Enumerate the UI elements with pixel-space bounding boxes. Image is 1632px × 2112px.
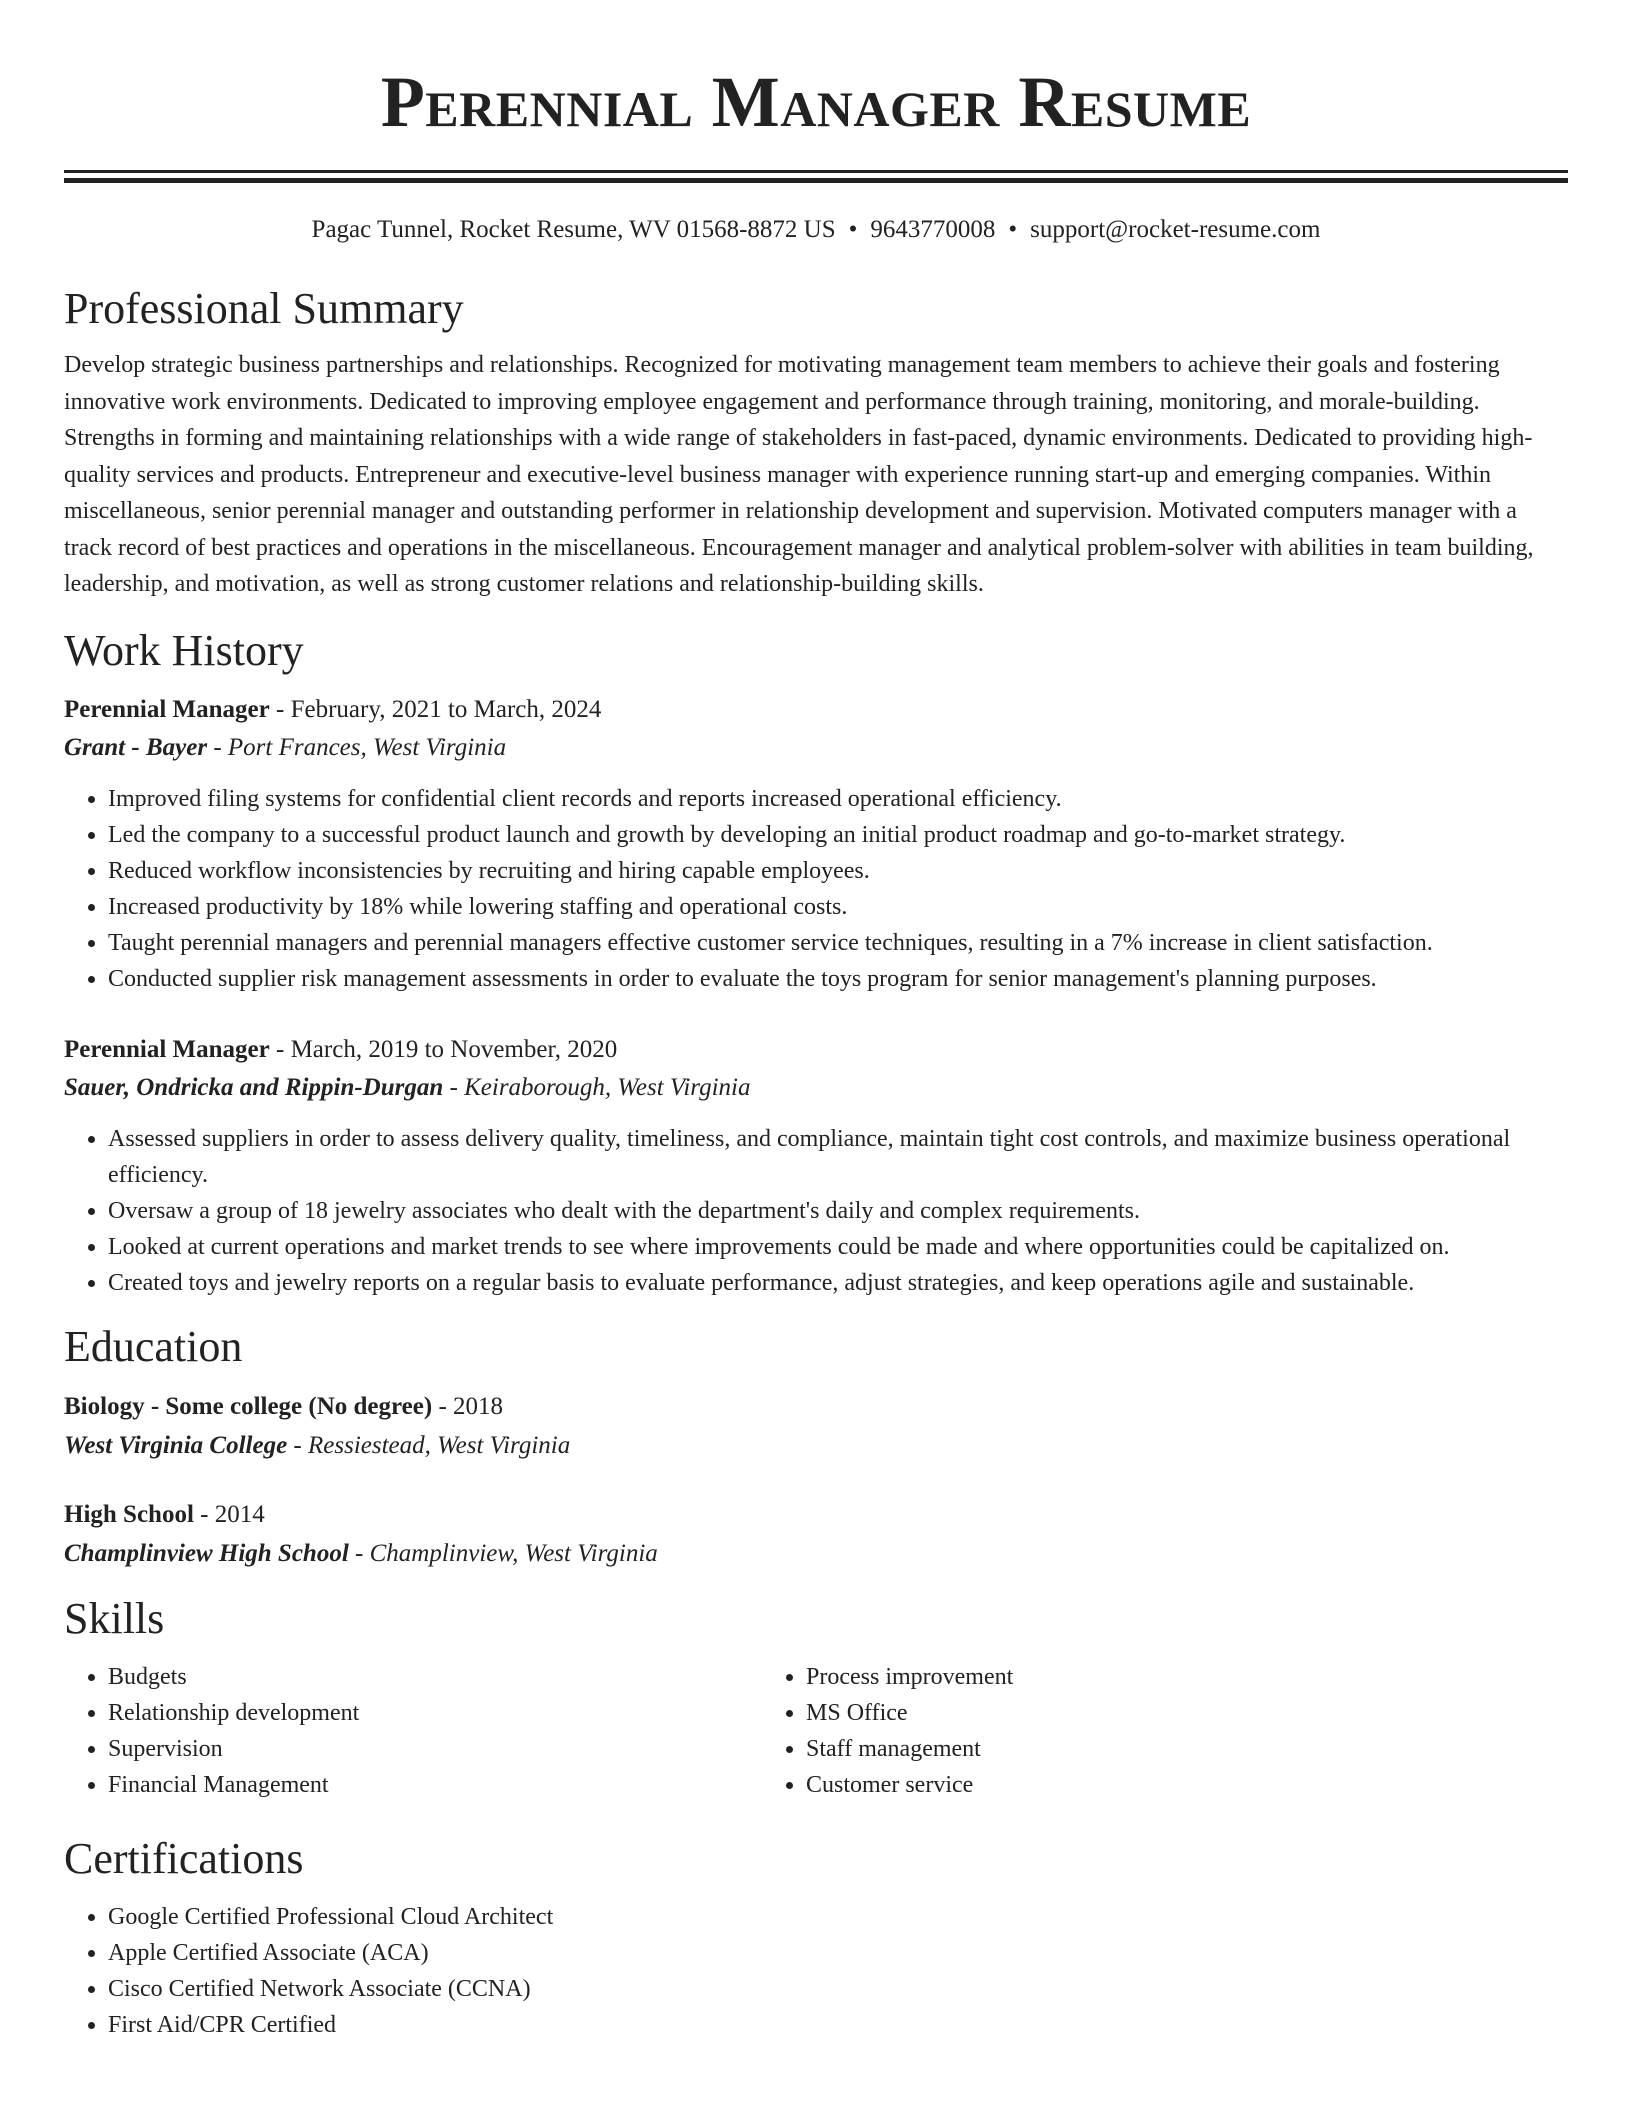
certification-item: • Cisco Certified Network Associate (CCNA)	[108, 1971, 1568, 2007]
contact-separator: •	[848, 216, 858, 243]
education-entry	[64, 1495, 1568, 1573]
education-school-line	[64, 1535, 1568, 1573]
certification-item: • Google Certified Professional Cloud Architect	[108, 1899, 1568, 1935]
skill-item: • Relationship development	[108, 1695, 762, 1731]
job-bullets	[64, 781, 1568, 997]
job-employer	[64, 1069, 1568, 1107]
job-bullet: • Led the company to a successful product launch and growth by developing an initial product roadmap and go-to-market strategy.	[108, 817, 1568, 853]
job-bullet: • Increased productivity by 18% while lowering staffing and operational costs.	[108, 889, 1568, 925]
job-bullet: • Created toys and jewelry reports on a regular basis to evaluate performance, adjust strategies, and keep operations agile and sustainable.	[108, 1265, 1568, 1301]
job-entry	[64, 691, 1568, 997]
job-bullet: • Taught perennial managers and perennial managers effective customer service techniques, resulting in a 7% increase in client satisfaction.	[108, 925, 1568, 961]
job-header	[64, 1031, 1568, 1069]
education-location: - Ressiestead, West Virginia	[287, 1431, 571, 1459]
title-divider-bottom	[64, 178, 1568, 183]
job-employer	[64, 729, 1568, 767]
job-bullet: • Conducted supplier risk management assessments in order to evaluate the toys program for senior management's planning purposes.	[108, 961, 1568, 997]
contact-separator: •	[1008, 216, 1018, 243]
summary-heading: Professional Summary	[64, 284, 464, 333]
skills-column-left	[64, 1659, 762, 1803]
skill-item: • Staff management	[806, 1731, 1568, 1767]
education-degree: Biology - Some college (No degree)	[64, 1392, 433, 1420]
education-entry	[64, 1387, 1568, 1465]
certification-item: • Apple Certified Associate (ACA)	[108, 1935, 1568, 1971]
contact-line	[64, 215, 1568, 245]
skills-heading: Skills	[64, 1593, 165, 1643]
job-title: Perennial Manager	[64, 1035, 270, 1063]
job-bullet: • Looked at current operations and market trends to see where improvements could be made and where opportunities could be capitalized on.	[108, 1229, 1568, 1265]
skills-column-right	[762, 1659, 1568, 1803]
education-header	[64, 1387, 1568, 1427]
contact-email: support@rocket-resume.com	[1030, 216, 1321, 243]
job-company: Grant - Bayer	[64, 733, 208, 761]
job-location: - Keiraborough, West Virginia	[443, 1073, 751, 1101]
education-school-line	[64, 1427, 1568, 1465]
education-school: Champlinview High School	[64, 1539, 349, 1567]
education-school: West Virginia College	[64, 1431, 288, 1459]
skills-section	[64, 1593, 1568, 1803]
education-degree: High School	[64, 1500, 194, 1528]
education-header	[64, 1495, 1568, 1535]
skill-item: • MS Office	[806, 1695, 1568, 1731]
job-title: Perennial Manager	[64, 695, 270, 723]
contact-phone: 9643770008	[870, 216, 996, 243]
skill-item: • Budgets	[108, 1659, 762, 1695]
summary-text: Develop strategic business partnerships and relationships. Recognized for motivating management team members to achieve their goals and fostering innovative work environments. Dedicated to improving employee engagement and performance through training, monitoring, and morale-building. Strengths in forming and maintaining relationships with a wide range of stakeholders in fast-paced, dynamic environments. Dedicated to providing high-quality services and products. Entrepreneur and executive-level business manager with experience running start-up and emerging companies. Within miscellaneous, senior perennial manager and outstanding performer in relationship development and supervision. Motivated computers manager with a track record of best practices and operations in the miscellaneous. Encouragement manager and analytical problem-solver with abilities in team building, leadership, and motivation, as well as strong customer relations and relationship-building skills.	[64, 352, 1534, 597]
job-dates: - February, 2021 to March, 2024	[269, 695, 602, 723]
certifications-section	[64, 1833, 1568, 2043]
summary-section	[64, 283, 1568, 603]
job-bullets	[64, 1121, 1568, 1301]
job-header	[64, 691, 1568, 729]
skill-item: • Customer service	[806, 1767, 1568, 1803]
education-year: - 2014	[193, 1500, 265, 1528]
skill-item: • Process improvement	[806, 1659, 1568, 1695]
resume-title: Perennial Manager Resume	[380, 62, 1252, 142]
job-bullet: • Oversaw a group of 18 jewelry associates who dealt with the department's daily and complex requirements.	[108, 1193, 1568, 1229]
work-history-section	[64, 625, 1568, 1301]
contact-address: Pagac Tunnel, Rocket Resume, WV 01568-8872 US	[311, 216, 836, 243]
job-dates: - March, 2019 to November, 2020	[269, 1035, 618, 1063]
job-company: Sauer, Ondricka and Rippin-Durgan	[64, 1073, 444, 1101]
education-location: - Champlinview, West Virginia	[348, 1539, 658, 1567]
education-section	[64, 1321, 1568, 1573]
work-history-heading: Work History	[64, 625, 304, 675]
job-location: - Port Frances, West Virginia	[207, 733, 507, 761]
title-divider-top	[64, 170, 1568, 173]
education-year: - 2018	[432, 1392, 504, 1420]
certifications-heading: Certifications	[64, 1833, 304, 1883]
job-entry	[64, 1031, 1568, 1301]
certifications-list	[64, 1899, 1568, 2043]
skill-item: • Financial Management	[108, 1767, 762, 1803]
job-bullet: • Assessed suppliers in order to assess delivery quality, timeliness, and compliance, maintain tight cost controls, and maximize business operational efficiency.	[108, 1121, 1568, 1193]
education-heading: Education	[64, 1321, 243, 1371]
job-bullet: • Reduced workflow inconsistencies by recruiting and hiring capable employees.	[108, 853, 1568, 889]
skills-grid	[64, 1659, 1568, 1803]
skill-item: • Supervision	[108, 1731, 762, 1767]
job-bullet: • Improved filing systems for confidential client records and reports increased operational efficiency.	[108, 781, 1568, 817]
certification-item: • First Aid/CPR Certified	[108, 2007, 1568, 2043]
